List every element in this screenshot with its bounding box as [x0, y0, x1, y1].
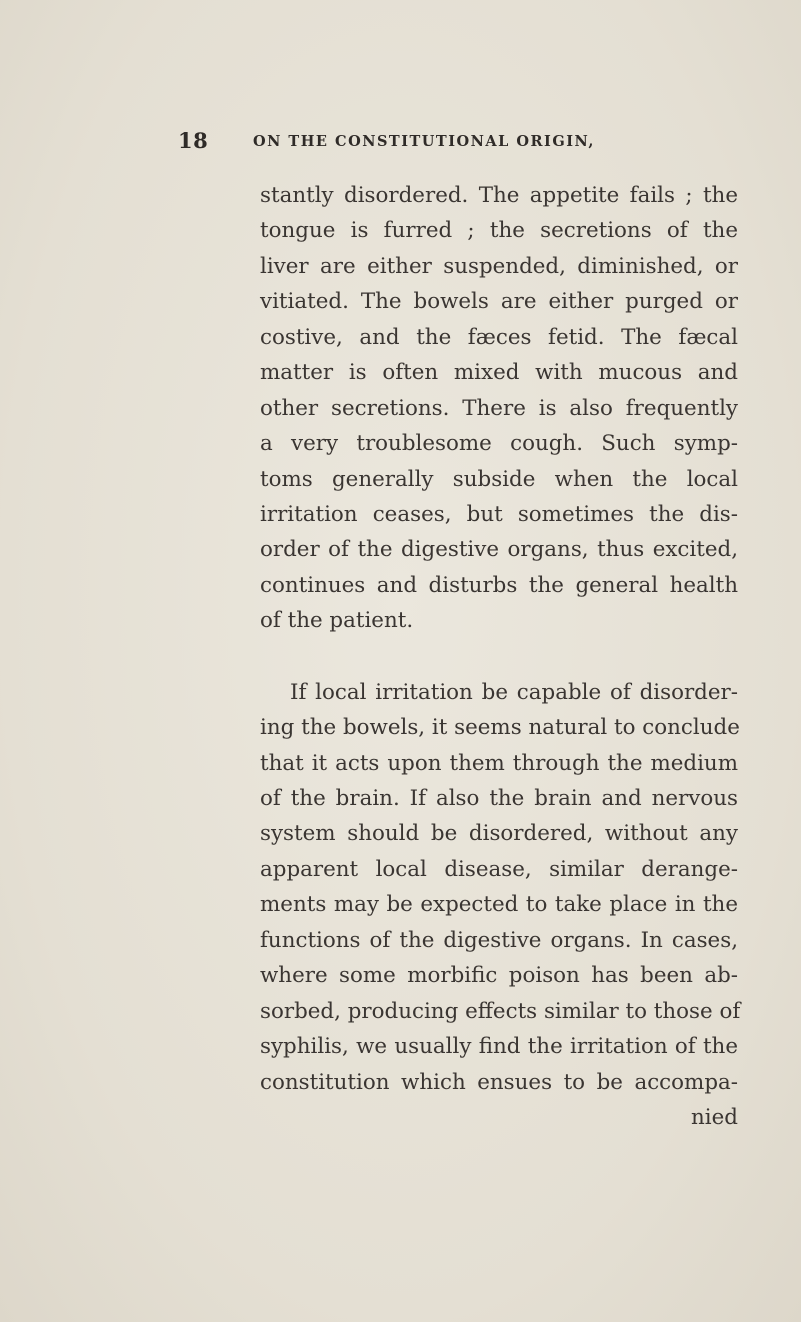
text-line: other secretions. There is also frequently [260, 395, 738, 421]
text-line: toms generally subside when the local [260, 466, 738, 492]
text-line: liver are either suspended, diminished, or [260, 253, 738, 279]
text-line: of the patient. [260, 608, 414, 634]
text-line: order of the digestive organs, thus excited, [260, 537, 738, 563]
text-line: matter is often mixed with mucous and [260, 360, 738, 386]
running-head: ON THE CONSTITUTIONAL ORIGIN, [253, 133, 595, 150]
text-line: syphilis, we usually find the irritation of the [260, 1034, 738, 1060]
text-line: continues and disturbs the general health [260, 572, 738, 598]
catchword: nied [691, 1104, 738, 1130]
text-line: where some morbific poison has been ab- [260, 963, 738, 989]
text-line: a very troublesome cough. Such symp- [260, 431, 738, 457]
text-line: ments may be expected to take place in the [260, 892, 738, 918]
paragraph-1 [260, 178, 738, 639]
page-header [178, 128, 738, 158]
text-line: costive, and the fæces fetid. The fæcal [260, 324, 738, 350]
text-line: constitution which ensues to be accompa- [260, 1069, 738, 1095]
text-line: irritation ceases, but sometimes the dis- [260, 501, 738, 527]
body-text [260, 178, 741, 1135]
text-line: sorbed, producing effects similar to those of [260, 998, 741, 1024]
text-line: apparent local disease, similar derange- [260, 856, 738, 882]
text-line: system should be disordered, without any [260, 821, 738, 847]
paragraph-2 [260, 675, 741, 1136]
text-line: stantly disordered. The appetite fails ; the [260, 183, 738, 208]
text-line: of the brain. If also the brain and nervous [260, 786, 738, 811]
text-line: that it acts upon them through the medium [260, 750, 738, 776]
text-line: If local irritation be capable of disorder- [290, 679, 738, 705]
paragraph-spacer [260, 639, 738, 675]
text-line: tongue is furred ; the secretions of the [260, 218, 738, 244]
page-number: 18 [178, 128, 209, 153]
text-line: functions of the digestive organs. In cases, [260, 927, 738, 953]
text-line: ing the bowels, it seems natural to conclude [260, 715, 740, 741]
text-line: vitiated. The bowels are either purged or [260, 289, 738, 315]
